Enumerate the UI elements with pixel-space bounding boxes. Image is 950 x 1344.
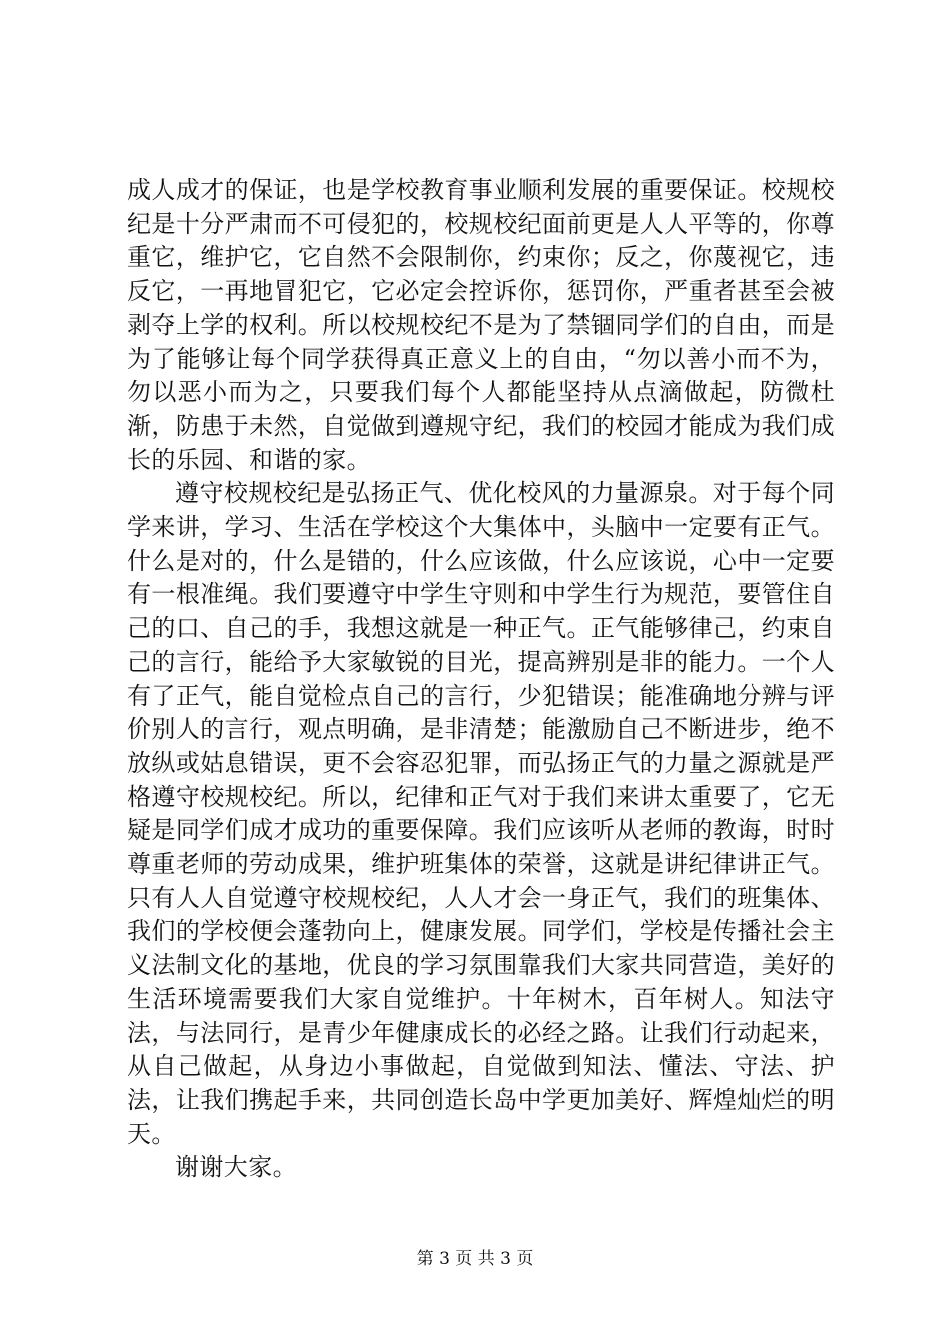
- paragraph-continued: 成人成才的保证，也是学校教育事业顺利发展的重要保证。校规校纪是十分严肃而不可侵犯的，校规校纪面前更是人人平等的，你尊重它，维护它，它自然不会限制你，约束你；反之，你蔑视它，违反它，一再地冒犯它，它必定会控诉你，惩罚你，严重者甚至会被剥夺上学的权利。所以校规校纪不是为了禁锢同学们的自由，而是为了能够让每个同学获得真正意义上的自由，“勿以善小而不为，勿以恶小而为之，只要我们每个人都能坚持从点滴做起，防微杜渐，防患于未然，自觉做到遵规守纪，我们的校园才能成为我们成长的乐园、和谐的家。: [127, 176, 835, 474]
- paragraph-main: 遵守校规校纪是弘扬正气、优化校风的力量源泉。对于每个同学来讲，学习、生活在学校这个大集体中，头脑中一定要有正气。什么是对的，什么是错的，什么应该做，什么应该说，心中一定要有一根准绳。我们要遵守中学生守则和中学生行为规范，要管住自己的口、自己的手，我想这就是一种正气。正气能够律己，约束自己的言行，能给予大家敏锐的目光，提高辨别是非的能力。一个人有了正气，能自觉检点自己的言行，少犯错误；能准确地分辨与评价别人的言行，观点明确，是非清楚；能激励自己不断进步，绝不放纵或姑息错误，更不会容忍犯罪，而弘扬正气的力量之源就是严格遵守校规校纪。所以，纪律和正气对于我们来讲太重要了，它无疑是同学们成才成功的重要保障。我们应该听从老师的教诲，时时尊重老师的劳动成果，维护班集体的荣誉，这就是讲纪律讲正气。只有人人自觉遵守校规校纪，人人才会一身正气，我们的班集体、我们的学校便会蓬勃向上，健康发展。同学们，学校是传播社会主义法制文化的基地，优良的学习氛围靠我们大家共同营造，美好的生活环境需要我们大家自觉维护。十年树木，百年树人。知法守法，与法同行，是青少年健康成长的必经之路。让我们行动起来，从自己做起，从身边小事做起，自觉做到知法、懂法、守法、护法，让我们携起手来，共同创造长岛中学更加美好、辉煌灿烂的明天。: [127, 479, 835, 1148]
- document-body: [127, 174, 835, 1185]
- page-footer: 第 3 页 共 3 页: [416, 1249, 534, 1269]
- paragraph-closing: 谢谢大家。: [175, 1153, 297, 1182]
